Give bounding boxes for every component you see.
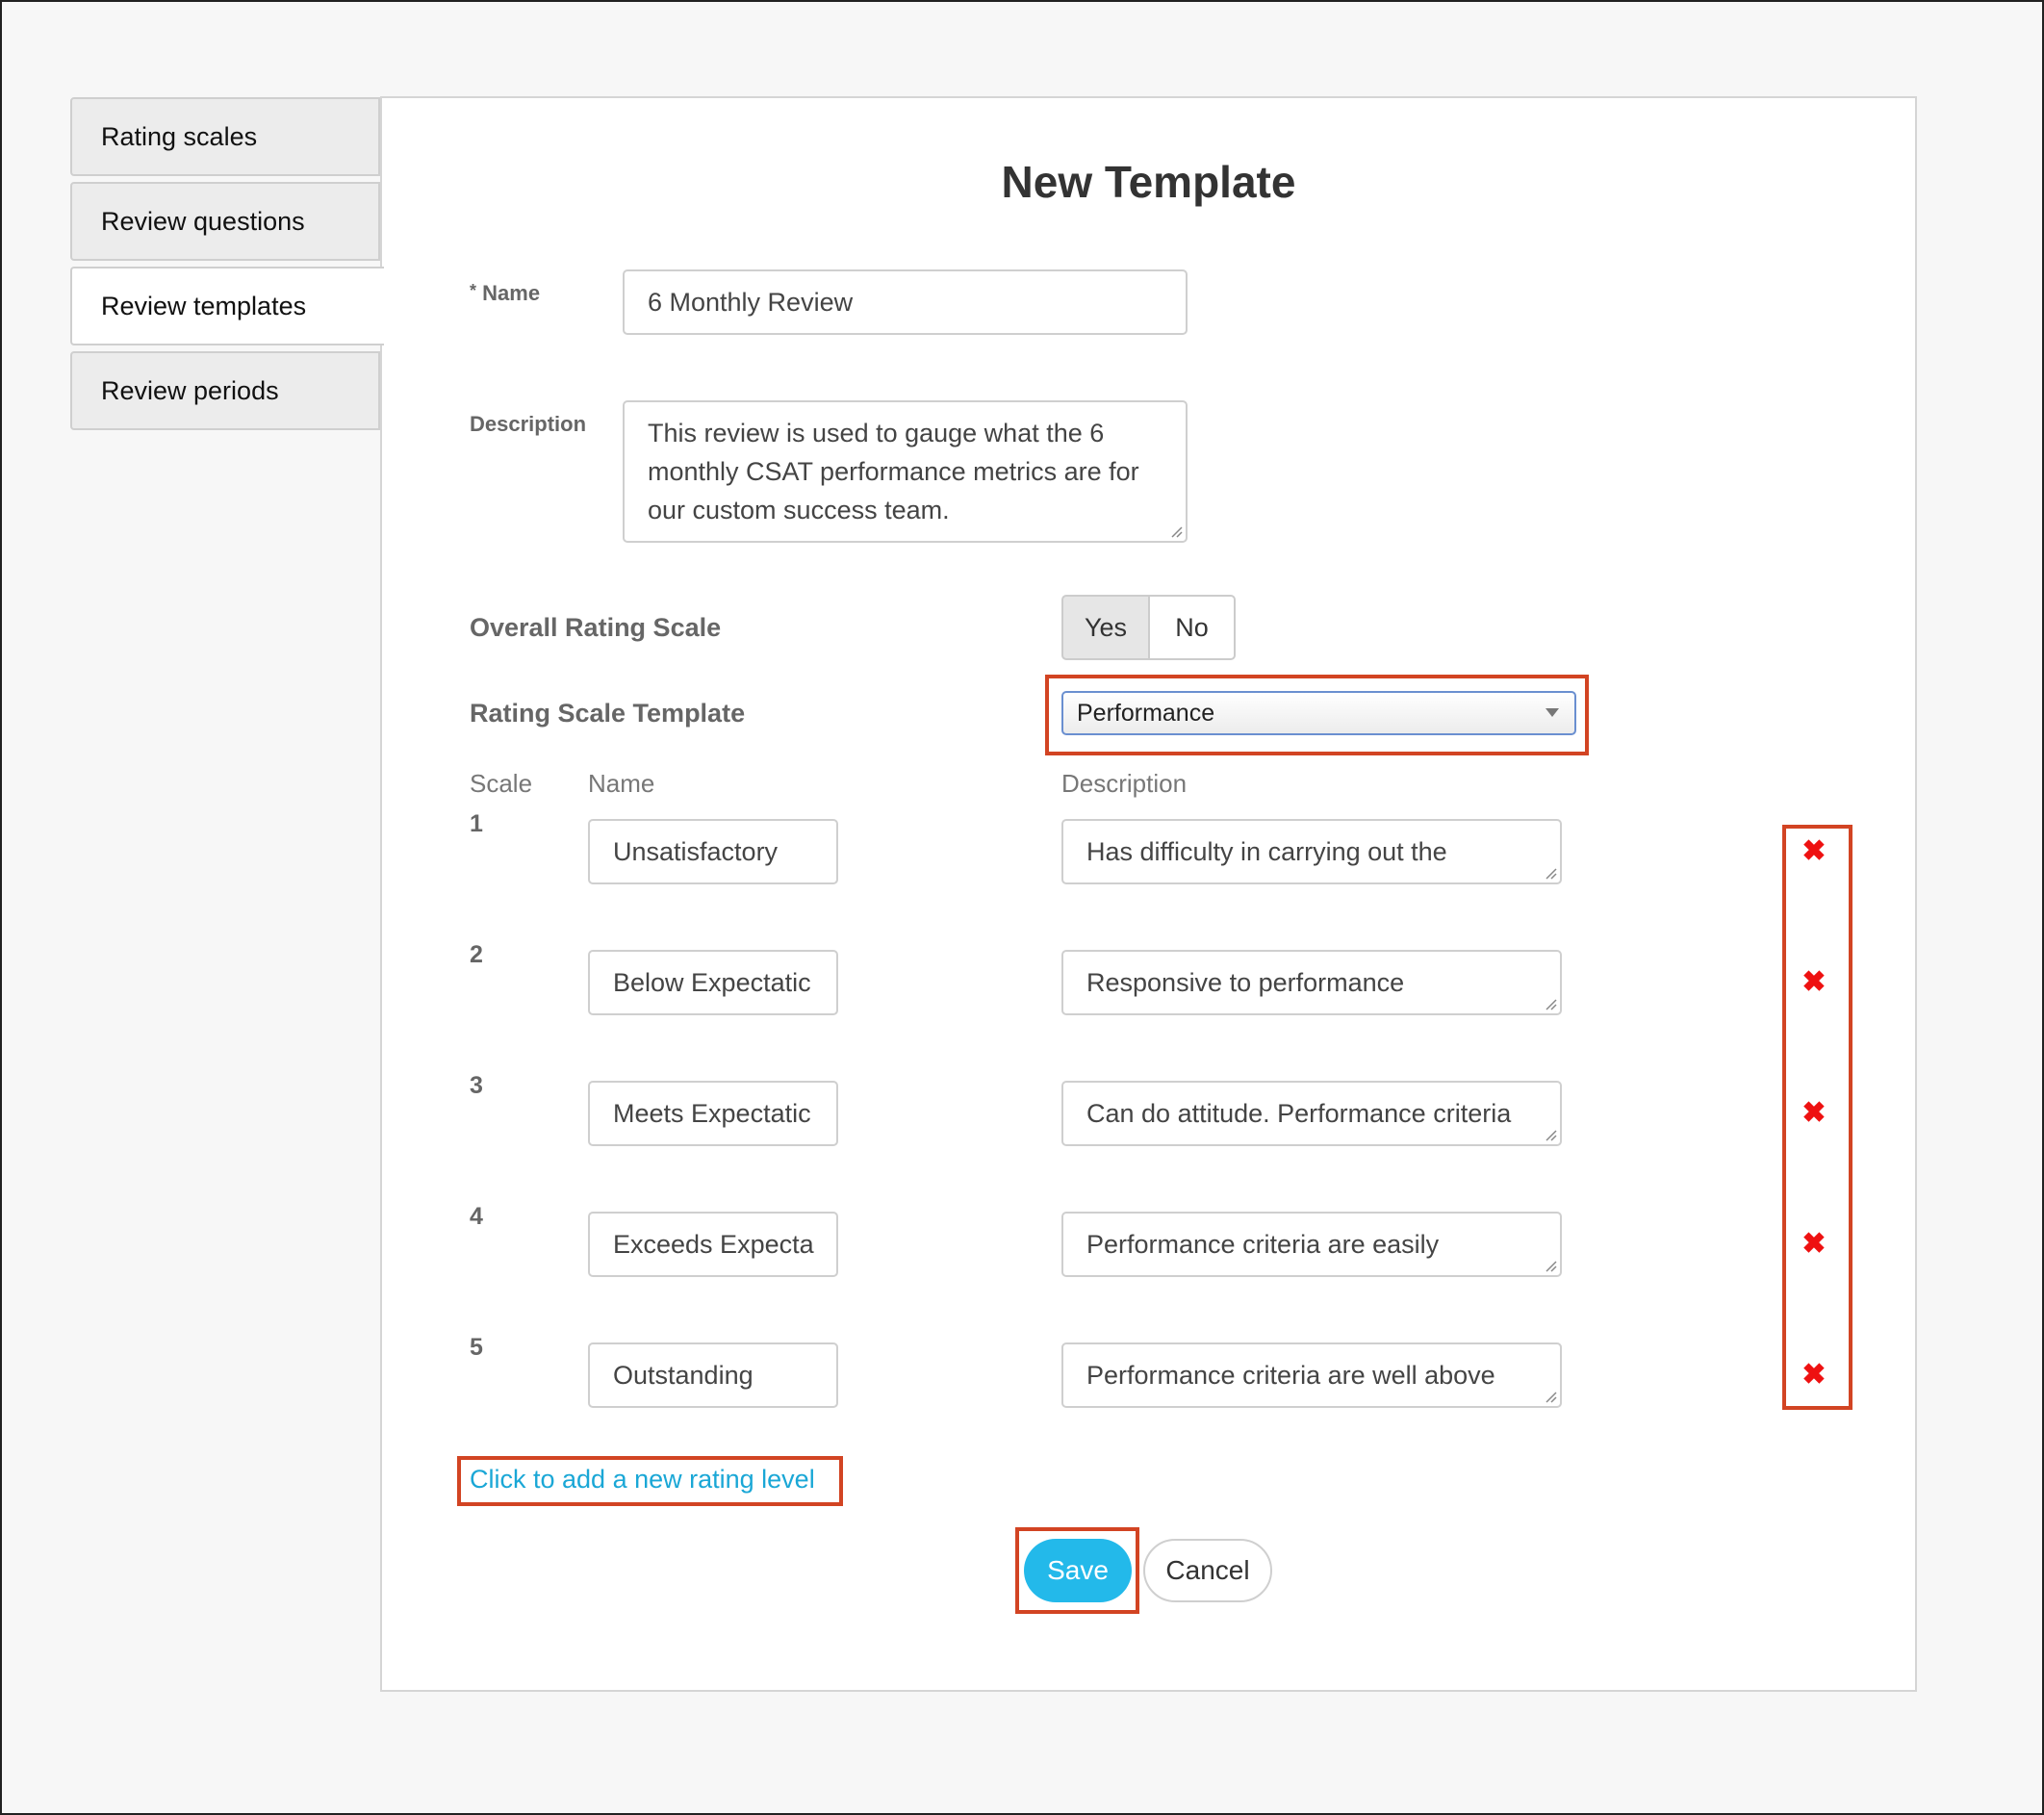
scale-number: 2: [470, 941, 483, 968]
resize-handle-icon[interactable]: [1544, 997, 1557, 1010]
scale-number: 4: [470, 1203, 483, 1230]
scale-description-text: Responsive to performance: [1086, 968, 1405, 997]
delete-row-close-icon[interactable]: ✖: [1801, 1228, 1827, 1260]
resize-handle-icon[interactable]: [1544, 1259, 1557, 1272]
cancel-button[interactable]: Cancel: [1143, 1539, 1272, 1602]
overall-rating-label: Overall Rating Scale: [470, 613, 722, 642]
overall-rating-no-toggle[interactable]: No: [1148, 595, 1236, 660]
scale-description-textarea[interactable]: [1061, 1212, 1562, 1277]
scale-name-input[interactable]: Below Expectatic: [588, 950, 838, 1015]
description-text: This review is used to gauge what the 6 monthly CSAT performance metrics are for our custom success team.: [648, 419, 1139, 524]
column-header-scale: Scale: [470, 769, 533, 798]
sidebar-item-label: Review templates: [101, 292, 307, 320]
sidebar-item-label: Review questions: [101, 207, 305, 236]
delete-row-close-icon[interactable]: ✖: [1801, 1097, 1827, 1129]
delete-row-close-icon[interactable]: ✖: [1801, 1359, 1827, 1391]
template-form-panel: [380, 96, 1917, 1692]
scale-description-textarea[interactable]: [1061, 1081, 1562, 1146]
resize-handle-icon[interactable]: [1544, 1390, 1557, 1403]
sidebar-item-label: Rating scales: [101, 122, 258, 151]
highlight-save-button: [1015, 1527, 1139, 1614]
scale-description-text: Has difficulty in carrying out the: [1086, 837, 1447, 866]
highlight-add-level: [457, 1456, 843, 1506]
scale-number: 3: [470, 1072, 483, 1099]
sidebar-item-label: Review periods: [101, 376, 279, 405]
column-header-description: Description: [1061, 769, 1188, 798]
highlight-delete-column: [1782, 825, 1852, 1410]
name-input[interactable]: 6 Monthly Review: [623, 269, 1188, 335]
scale-description-text: Performance criteria are easily: [1086, 1230, 1440, 1259]
rating-template-value: Performance: [1077, 700, 1215, 727]
add-rating-level-link[interactable]: Click to add a new rating level: [470, 1465, 815, 1494]
page-title: New Template: [1001, 157, 1296, 207]
scale-description-text: Performance criteria are well above: [1086, 1361, 1495, 1390]
scale-description-textarea[interactable]: [1061, 819, 1562, 884]
scale-description-text: Can do attitude. Performance criteria: [1086, 1099, 1512, 1128]
resize-handle-icon[interactable]: [1544, 1128, 1557, 1141]
highlight-template-select: [1045, 675, 1589, 755]
resize-handle-icon[interactable]: [1169, 524, 1183, 538]
save-button[interactable]: Save: [1024, 1539, 1132, 1602]
rating-template-label: Rating Scale Template: [470, 699, 746, 728]
overall-rating-yes-toggle[interactable]: Yes: [1061, 595, 1150, 660]
delete-row-close-icon[interactable]: ✖: [1801, 966, 1827, 998]
scale-name-input[interactable]: Exceeds Expecta: [588, 1212, 838, 1277]
scale-number: 1: [470, 810, 483, 837]
scale-name-input[interactable]: Meets Expectatic: [588, 1081, 838, 1146]
sidebar-item-review-questions[interactable]: [70, 182, 380, 261]
scale-description-textarea[interactable]: [1061, 1342, 1562, 1408]
sidebar-item-review-periods[interactable]: [70, 351, 380, 430]
name-label: * Name: [470, 281, 541, 305]
resize-handle-icon[interactable]: [1544, 866, 1557, 880]
description-textarea[interactable]: [623, 400, 1188, 543]
scale-description-textarea[interactable]: [1061, 950, 1562, 1015]
description-label: Description: [470, 412, 587, 436]
delete-row-close-icon[interactable]: ✖: [1801, 835, 1827, 867]
required-mark: *: [470, 281, 477, 300]
scale-name-input[interactable]: Outstanding: [588, 1342, 838, 1408]
scale-number: 5: [470, 1334, 483, 1361]
sidebar-item-review-templates[interactable]: [70, 267, 384, 345]
column-header-name: Name: [588, 769, 655, 798]
sidebar-item-rating-scales[interactable]: [70, 97, 380, 176]
scale-name-input[interactable]: Unsatisfactory: [588, 819, 838, 884]
